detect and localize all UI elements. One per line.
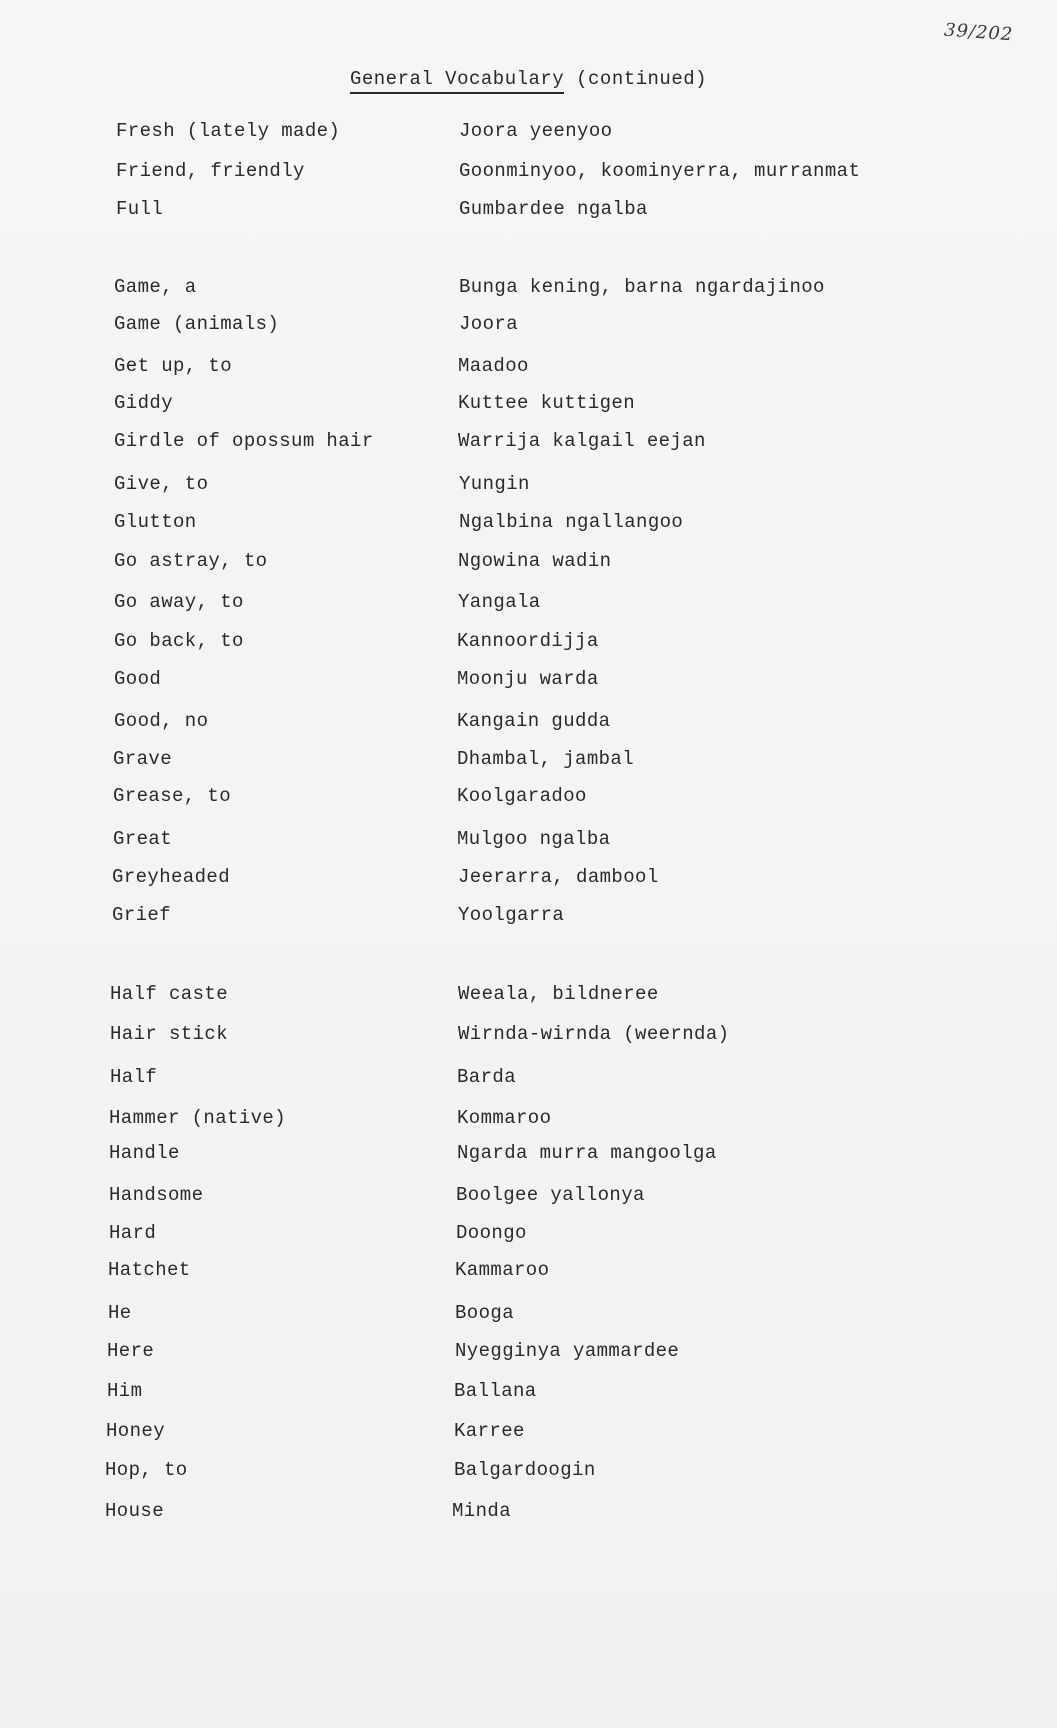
native-translation: Warrija kalgail eejan [458, 430, 706, 452]
native-translation: Kommaroo [457, 1107, 552, 1129]
english-term: Good, no [114, 710, 209, 732]
english-term: Game (animals) [114, 313, 280, 335]
vocabulary-entry [0, 785, 1057, 811]
english-term: House [105, 1500, 165, 1522]
english-term: Go away, to [114, 591, 244, 613]
vocabulary-entry [0, 473, 1057, 499]
vocabulary-entry [0, 904, 1057, 930]
native-translation: Moonju warda [457, 668, 599, 690]
native-translation: Ngalbina ngallangoo [459, 511, 684, 533]
vocabulary-entry [0, 1459, 1057, 1485]
english-term: Hard [109, 1222, 157, 1244]
vocabulary-entry [0, 313, 1057, 339]
native-translation: Balgardoogin [454, 1459, 596, 1481]
vocabulary-entry [0, 120, 1057, 146]
vocabulary-entry [0, 276, 1057, 302]
vocabulary-entry [0, 1340, 1057, 1366]
vocabulary-entry [0, 1222, 1057, 1248]
vocabulary-entry [0, 1380, 1057, 1406]
vocabulary-entry [0, 668, 1057, 694]
english-term: Half [110, 1066, 158, 1088]
vocabulary-entry [0, 1107, 1057, 1133]
english-term: Good [114, 668, 162, 690]
native-translation: Yungin [459, 473, 530, 495]
native-translation: Karree [454, 1420, 525, 1442]
english-term: Him [107, 1380, 143, 1402]
vocabulary-entry [0, 630, 1057, 656]
vocabulary-entry [0, 828, 1057, 854]
english-term: Hammer (native) [109, 1107, 287, 1129]
english-term: Get up, to [114, 355, 233, 377]
native-translation: Yoolgarra [458, 904, 565, 926]
native-translation: Barda [457, 1066, 517, 1088]
native-translation: Ngarda murra mangoolga [457, 1142, 717, 1164]
native-translation: Kuttee kuttigen [458, 392, 636, 414]
vocabulary-entry [0, 1302, 1057, 1328]
vocabulary-entry [0, 430, 1057, 456]
english-term: Go back, to [114, 630, 244, 652]
vocabulary-entry [0, 866, 1057, 892]
vocabulary-entry [0, 1023, 1057, 1049]
native-translation: Mulgoo ngalba [457, 828, 611, 850]
english-term: Girdle of opossum hair [114, 430, 374, 452]
english-term: Greyheaded [112, 866, 231, 888]
english-term: Give, to [114, 473, 209, 495]
native-translation: Joora [459, 313, 519, 335]
title-main: General Vocabulary [350, 68, 564, 94]
english-term: Grease, to [113, 785, 232, 807]
page-title [0, 68, 1057, 90]
english-term: Full [116, 198, 164, 220]
native-translation: Ballana [454, 1380, 537, 1402]
vocabulary-entry [0, 1184, 1057, 1210]
native-translation: Maadoo [458, 355, 529, 377]
english-term: Great [113, 828, 173, 850]
english-term: Honey [106, 1420, 166, 1442]
native-translation: Bunga kening, barna ngardajinoo [459, 276, 825, 298]
page-number: 39/202 [943, 19, 1014, 46]
english-term: Hop, to [105, 1459, 188, 1481]
native-translation: Ngowina wadin [458, 550, 612, 572]
vocabulary-entry [0, 160, 1057, 186]
english-term: Grave [113, 748, 173, 770]
english-term: He [108, 1302, 132, 1324]
native-translation: Jeerarra, dambool [458, 866, 659, 888]
native-translation: Boolgee yallonya [456, 1184, 645, 1206]
native-translation: Yangala [458, 591, 541, 613]
english-term: Hair stick [110, 1023, 229, 1045]
vocabulary-entry [0, 392, 1057, 418]
english-term: Handle [109, 1142, 180, 1164]
vocabulary-entry [0, 710, 1057, 736]
title-suffix: (continued) [576, 68, 708, 90]
native-translation: Gumbardee ngalba [459, 198, 648, 220]
native-translation: Booga [455, 1302, 515, 1324]
native-translation: Koolgaradoo [457, 785, 587, 807]
english-term: Grief [112, 904, 172, 926]
vocabulary-entry [0, 1500, 1057, 1526]
vocabulary-entry [0, 198, 1057, 224]
vocabulary-entry [0, 355, 1057, 381]
english-term: Half caste [110, 983, 229, 1005]
english-term: Glutton [114, 511, 197, 533]
native-translation: Joora yeenyoo [459, 120, 613, 142]
native-translation: Nyegginya yammardee [455, 1340, 680, 1362]
english-term: Hatchet [108, 1259, 191, 1281]
native-translation: Doongo [456, 1222, 527, 1244]
native-translation: Weeala, bildneree [458, 983, 659, 1005]
native-translation: Goonminyoo, koominyerra, murranmat [459, 160, 861, 182]
english-term: Fresh (lately made) [116, 120, 341, 142]
vocabulary-entry [0, 748, 1057, 774]
native-translation: Wirnda-wirnda (weernda) [458, 1023, 730, 1045]
english-term: Go astray, to [114, 550, 268, 572]
vocabulary-entry [0, 983, 1057, 1009]
native-translation: Kangain gudda [457, 710, 611, 732]
english-term: Giddy [114, 392, 174, 414]
english-term: Handsome [109, 1184, 204, 1206]
vocabulary-entry [0, 1066, 1057, 1092]
native-translation: Dhambal, jambal [457, 748, 635, 770]
vocabulary-entry [0, 511, 1057, 537]
english-term: Game, a [114, 276, 197, 298]
english-term: Here [107, 1340, 155, 1362]
native-translation: Kannoordijja [457, 630, 599, 652]
vocabulary-entry [0, 1420, 1057, 1446]
vocabulary-entry [0, 1259, 1057, 1285]
native-translation: Kammaroo [455, 1259, 550, 1281]
vocabulary-entry [0, 550, 1057, 576]
native-translation: Minda [452, 1500, 512, 1522]
vocabulary-entry [0, 591, 1057, 617]
english-term: Friend, friendly [116, 160, 305, 182]
vocabulary-entry [0, 1142, 1057, 1168]
